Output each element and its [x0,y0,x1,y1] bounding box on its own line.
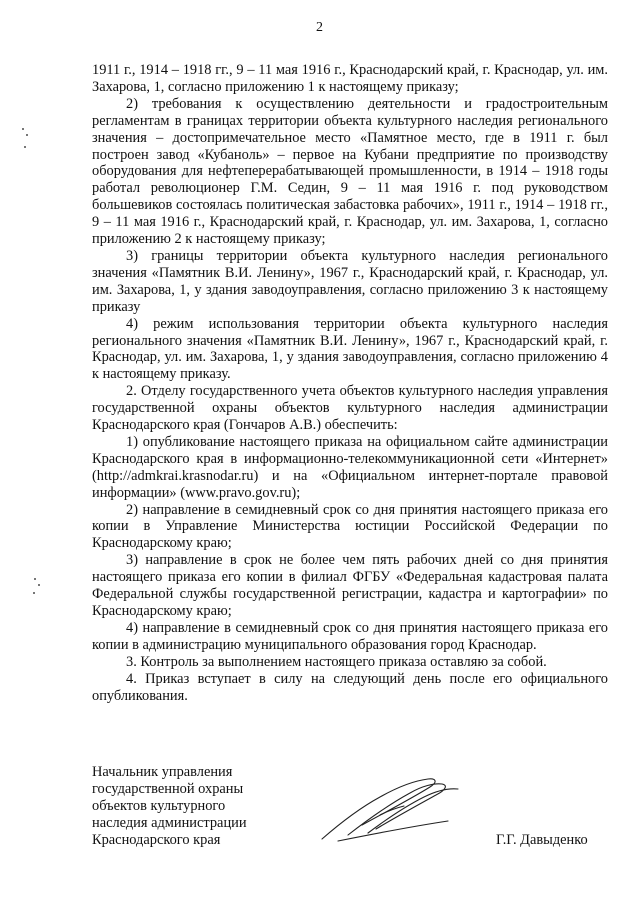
scan-dust-mark [26,134,28,136]
signatory-position-line: объектов культурного [92,798,226,814]
signatory-position-line: Начальник управления [92,764,233,780]
paragraph-section-3-control: 3. Контроль за выполнением настоящего приказа оставляю за собой. [126,653,547,670]
paragraph-duty-1-publication: 1) опубликование настоящего приказа на официальном сайте администрации Краснодарского края в информационно-телекоммуникационной сети «Интернет» (http://admkrai.krasnodar.ru) и на «Официальном интернет-портале правовой информации» (www.pravo.gov.ru); [92,433,608,501]
signatory-position-line: Краснодарского края [92,832,221,848]
signatory-position-line: государственной охраны [92,781,244,797]
scan-dust-mark [34,578,36,580]
paragraph-item-2-requirements: 2) требования к осуществлению деятельности и градостроительным регламентам в границах территории объекта культурного наследия регионального значения – достопримечательное место «Памятное место, где в 1911 г. был построен завод «Кубаноль» – первое на Кубани предприятие по производству оборудования для нефтеперерабатывающей промышленности, в 1914 – 1918 годы работал революционер Г.М. Седин, 9 – 11 мая 1916 г. под руководством большевиков состоялась политическая забастовка рабочих», 1911 г., 1914 – 1918 гг., 9 – 11 мая 1916 г., Краснодарский край, г. Краснодар, ул. им. Захарова, 1, согласно приложению 2 к настоящему приказу; [92,95,608,248]
paragraph-item-3-territory-boundaries: 3) границы территории объекта культурного наследия регионального значения «Памятник В.И. Ленину», 1967 г., Краснодарский край, г. Краснодар, ул. им. Захарова, 1, у здания заводоуправления, согласно приложению 3 к настоящему приказу [92,247,608,315]
scan-dust-mark [24,146,26,148]
paragraph-item-4-territory-regime: 4) режим использования территории объекта культурного наследия регионального значения «Памятник В.И. Ленину», 1967 г., Краснодарский край, г. Краснодар, ул. им. Захарова, 1, у здания заводоуправления, согласно приложению 4 к настоящему приказу. [92,315,608,383]
signatory-position-line: наследия администрации [92,815,247,831]
order-body-text [92,62,608,704]
paragraph-duty-4-city-administration: 4) направление в семидневный срок со дня принятия настоящего приказа его копии в администрацию муниципального образования город Краснодар. [92,619,608,653]
paragraph-duty-3-cadastral-chamber: 3) направление в срок не более чем пять рабочих дней со дня принятия настоящего приказа его копии в филиал ФГБУ «Федеральная кадастровая палата Федеральной службы государственной регистрации, кадастра и картографии» по Краснодарскому краю; [92,552,608,619]
scan-dust-mark [22,128,24,130]
scan-dust-mark [33,592,35,594]
signatory-position [92,764,292,849]
page-number: 2 [316,20,323,35]
paragraph-1-continuation: 1911 г., 1914 – 1918 гг., 9 – 11 мая 1916 г., Краснодарский край, г. Краснодар, ул. им. Захарова, 1, согласно приложению 1 к настоящему приказу; [92,62,608,95]
paragraph-duty-2-ministry-of-justice: 2) направление в семидневный срок со дня принятия настоящего приказа его копии в Управление Министерства юстиции Российской Федерации по Краснодарскому краю; [92,501,608,552]
paragraph-section-2-department-duties: 2. Отделу государственного учета объектов культурного наследия управления государственной охраны объектов культурного наследия администрации Краснодарского края (Гончаров А.В.) обеспечить: [92,383,608,434]
handwritten-signature [318,775,468,845]
scan-dust-mark [38,584,40,586]
paragraph-section-4-entry-into-force: 4. Приказ вступает в силу на следующий день после его официального опубликования. [92,670,608,704]
signatory-name: Г.Г. Давыденко [496,832,588,848]
